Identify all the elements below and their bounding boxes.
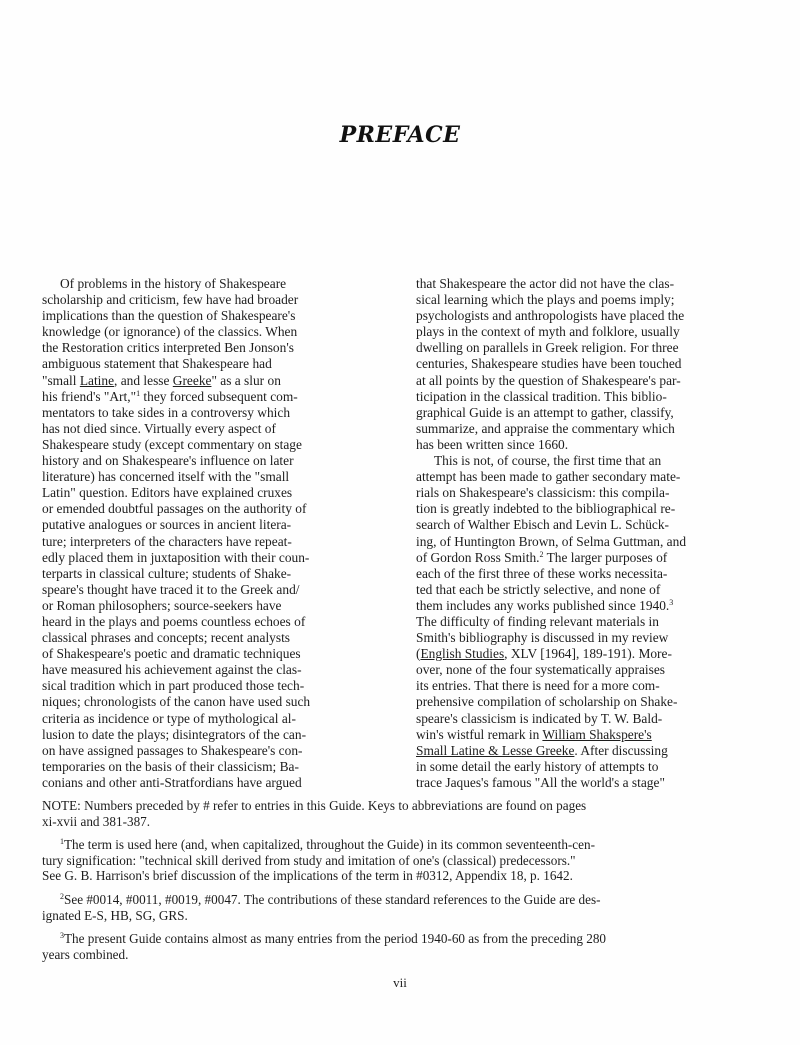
text-fragment: The term is used here (and, when capitalized, throughout the Guide) in its common seventeenth-cen-	[64, 837, 595, 853]
underlined-latine: Latine	[79, 372, 115, 388]
text-line: ignated E-S, HB, SG, GRS.	[42, 907, 188, 923]
text-line	[416, 598, 788, 614]
text-line	[42, 892, 772, 908]
text-line: conians and other anti-Stratfordians have argued	[42, 774, 302, 790]
text-line	[416, 646, 788, 662]
text-line: or Roman philosophers; source-seekers have	[42, 597, 282, 613]
text-line: ing, of Huntington Brown, of Selma Guttman, and	[416, 533, 687, 549]
text-line: has not died since. Virtually every aspect of	[42, 420, 276, 436]
text-line: Smith's bibliography is discussed in my review	[416, 630, 669, 646]
text-line: prehensive compilation of scholarship on Shake-	[416, 694, 678, 710]
text-line: tury signification: "technical skill derived from study and imitation of one's (classical) predecessors."	[42, 852, 576, 868]
text-line: in some detail the early history of attempts to	[416, 758, 659, 774]
text-line: ture; interpreters of the characters have repeat-	[42, 533, 292, 549]
text-line: scholarship and criticism, few have had broader	[42, 292, 299, 308]
text-line: NOTE: Numbers preceded by # refer to entries in this Guide. Keys to abbreviations are found on pages	[42, 798, 587, 813]
text-line: temporaries on the basis of their classicism; Ba-	[42, 758, 299, 774]
text-line: The difficulty of finding relevant materials in	[416, 613, 659, 629]
text-line: that Shakespeare the actor did not have the clas-	[416, 276, 675, 291]
text-line: have measured his achievement against the clas-	[42, 662, 302, 678]
text-line: graphical Guide is an attempt to gather, classify,	[416, 404, 674, 420]
text-line: rials on Shakespeare's classicism: this compila-	[416, 485, 670, 501]
text-fragment: they forced subsequent com-	[140, 388, 298, 404]
footnote-2	[42, 892, 772, 923]
footnote-3	[42, 931, 772, 962]
text-line	[42, 837, 772, 853]
text-line	[416, 727, 788, 743]
left-column	[42, 276, 414, 791]
text-line: lusion to date the plays; disintegrators of the can-	[42, 726, 307, 742]
text-fragment: of Gordon Ross Smith.	[416, 549, 540, 565]
text-line: dwelling on parallels in Greek religion. For three	[416, 340, 679, 356]
text-line: ticipation in the classical tradition. This biblio-	[416, 388, 667, 404]
text-line: on have assigned passages to Shakespeare's con-	[42, 742, 303, 758]
footnote-ref-3: 3	[669, 597, 674, 607]
text-fragment: , and lesse	[114, 372, 173, 388]
text-fragment: , XLV [1964], 189-191). More-	[504, 646, 672, 662]
text-line: sical tradition which in part produced those tech-	[42, 678, 305, 694]
underlined-book-title: Small Latine & Lesse Greeke	[416, 742, 575, 758]
text-line: knowledge (or ignorance) of the classics. When	[42, 324, 298, 340]
text-line: xi-xvii and 381-387.	[42, 813, 151, 829]
text-fragment: . After discussing	[574, 742, 668, 758]
page-title: PREFACE	[339, 122, 461, 148]
text-fragment: his friend's "Art,"	[42, 388, 137, 404]
footnote-mark: 3	[60, 931, 64, 941]
text-line	[416, 550, 788, 566]
text-fragment: See #0014, #0011, #0019, #0047. The contributions of these standard references to the Guide are des-	[64, 891, 601, 907]
footnote-ref-2: 2	[539, 549, 544, 559]
text-line: or emended doubtful passages on the authority of	[42, 501, 307, 517]
text-line: attempt has been made to gather secondary mate-	[416, 469, 681, 485]
text-line: terparts in classical culture; students of Shake-	[42, 565, 292, 581]
text-line	[42, 931, 772, 947]
footnote-mark: 1	[60, 837, 64, 847]
text-line: the Restoration critics interpreted Ben Jonson's	[42, 340, 294, 356]
text-line	[42, 373, 414, 389]
text-line: has been written since 1660.	[416, 436, 569, 452]
right-column	[416, 276, 788, 791]
text-line: Of problems in the history of Shakespeare	[60, 276, 287, 291]
text-line: heard in the plays and poems countless echoes of	[42, 613, 306, 629]
text-fragment: The present Guide contains almost as many entries from the period 1940-60 as from the preceding 280	[64, 931, 607, 947]
text-line: See G. B. Harrison's brief discussion of the implications of the term in #0312, Appendix 18, p. 1642.	[42, 868, 573, 884]
text-line: psychologists and anthropologists have placed the	[416, 308, 685, 324]
text-fragment: " as a slur on	[211, 372, 281, 388]
notes-section	[42, 798, 772, 970]
text-line: over, none of the four systematically appraises	[416, 662, 665, 678]
abbreviation-note	[42, 798, 772, 829]
text-line: edly placed them in juxtaposition with their coun-	[42, 549, 310, 565]
text-fragment: them includes any works published since 1940.	[416, 597, 670, 613]
text-line: history and on Shakespeare's influence on later	[42, 453, 294, 469]
footnote-1	[42, 837, 772, 884]
text-line: putative analogues or sources in ancient litera-	[42, 517, 292, 533]
text-fragment: "small	[42, 372, 80, 388]
text-line: speare's classicism is indicated by T. W. Bald-	[416, 710, 663, 726]
text-line	[42, 389, 414, 405]
underlined-greeke: Greeke	[172, 372, 212, 388]
footnote-ref-1: 1	[136, 388, 141, 398]
text-line: summarize, and appraise the commentary which	[416, 420, 675, 436]
text-line: years combined.	[42, 946, 129, 962]
text-line: search of Walther Ebisch and Levin L. Schück-	[416, 517, 670, 533]
text-line: at all points by the question of Shakespeare's par-	[416, 372, 681, 388]
text-line: trace Jaques's famous "All the world's a stage"	[416, 774, 665, 790]
footnote-mark: 2	[60, 891, 64, 901]
underlined-book-title: William Shakspere's	[542, 726, 652, 742]
text-line: implications than the question of Shakespeare's	[42, 308, 296, 324]
text-line: plays in the context of myth and folklore, usually	[416, 324, 680, 340]
page-number: vii	[393, 975, 407, 990]
text-line: mentators to take sides in a controversy which	[42, 404, 291, 420]
text-line: criteria as incidence or type of mythological al-	[42, 710, 296, 726]
text-line: literature) has concerned itself with the "small	[42, 469, 290, 485]
text-line: Latin" question. Editors have explained cruxes	[42, 485, 293, 501]
text-line: ted that each be strictly selective, and none of	[416, 581, 661, 597]
text-line: This is not, of course, the first time that an	[434, 453, 662, 469]
text-line: tion is greatly indebted to the bibliographical re-	[416, 501, 676, 517]
text-line: niques; chronologists of the canon have used such	[42, 694, 311, 710]
text-line: centuries, Shakespeare studies have been touched	[416, 356, 682, 372]
text-line: of Shakespeare's poetic and dramatic techniques	[42, 646, 301, 662]
text-line: Shakespeare study (except commentary on stage	[42, 436, 302, 452]
text-line: its entries. That there is need for a more com-	[416, 678, 660, 694]
text-line: sical learning which the plays and poems imply;	[416, 292, 675, 308]
text-line	[416, 743, 788, 759]
underlined-english-studies: English Studies	[420, 646, 505, 662]
text-fragment: The larger purposes of	[543, 549, 668, 565]
text-line: ambiguous statement that Shakespeare had	[42, 356, 272, 372]
text-line: each of the first three of these works necessita-	[416, 565, 668, 581]
text-fragment: (	[416, 646, 421, 662]
text-line: speare's thought have traced it to the Greek and/	[42, 581, 300, 597]
text-line: classical phrases and concepts; recent analysts	[42, 630, 291, 646]
text-fragment: win's wistful remark in	[416, 726, 543, 742]
